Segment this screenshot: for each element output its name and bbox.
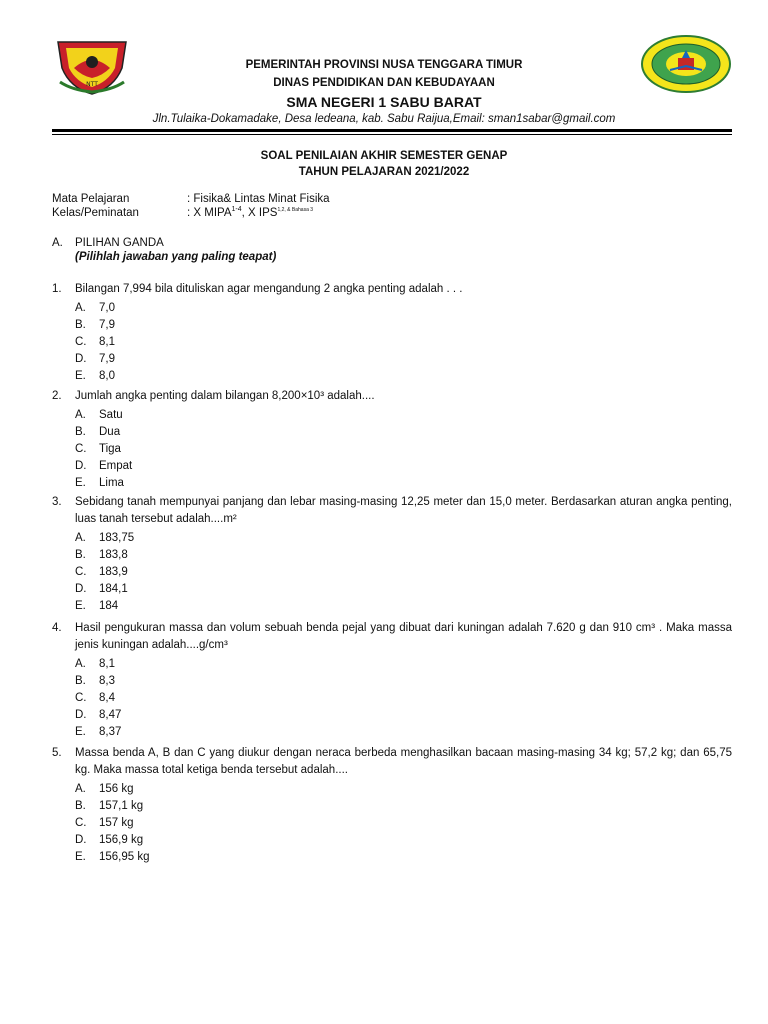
answer-option <box>75 724 732 741</box>
answer-option <box>75 300 732 317</box>
option-text: 7,9 <box>99 353 115 365</box>
option-list <box>75 656 732 741</box>
section-heading <box>52 237 164 249</box>
letterhead-province: PEMERINTAH PROVINSI NUSA TENGGARA TIMUR <box>245 59 523 71</box>
answer-option <box>75 581 732 598</box>
answer-option <box>75 832 732 849</box>
answer-option <box>75 424 732 441</box>
option-text: Lima <box>99 477 124 489</box>
option-letter: D. <box>75 583 87 595</box>
answer-option <box>75 334 732 351</box>
answer-option <box>75 656 732 673</box>
answer-option <box>75 351 732 368</box>
option-text: 7,0 <box>99 302 115 314</box>
option-letter: E. <box>75 600 86 612</box>
letterhead-school-name: SMA NEGERI 1 SABU BARAT <box>286 94 482 110</box>
option-letter: A. <box>75 783 86 795</box>
section-instruction: (Pilihlah jawaban yang paling teapat) <box>75 251 277 263</box>
option-text: Satu <box>99 409 123 421</box>
exam-title: SOAL PENILAIAN AKHIR SEMESTER GENAP <box>260 150 508 162</box>
option-text: 184 <box>99 600 119 612</box>
option-letter: D. <box>75 709 87 721</box>
answer-option <box>75 407 732 424</box>
option-letter: C. <box>75 443 87 455</box>
option-list <box>75 530 732 615</box>
answer-option <box>75 458 732 475</box>
option-text: 156,95 kg <box>99 851 150 863</box>
class-value-mid: , X IPS <box>241 207 278 219</box>
letterhead-rule-thick <box>52 129 732 132</box>
letterhead-department: DINAS PENDIDIKAN DAN KEBUDAYAAN <box>273 77 495 89</box>
option-text: 157 kg <box>99 817 134 829</box>
question-item <box>52 388 732 492</box>
answer-option <box>75 564 732 581</box>
option-letter: C. <box>75 817 87 829</box>
option-letter: B. <box>75 675 86 687</box>
answer-option <box>75 815 732 832</box>
option-letter: D. <box>75 353 87 365</box>
option-text: Empat <box>99 460 133 472</box>
letterhead-rule-thin <box>52 134 732 135</box>
option-letter: E. <box>75 851 86 863</box>
answer-option <box>75 673 732 690</box>
question-number: 3. <box>52 496 62 508</box>
answer-option <box>75 798 732 815</box>
question-item <box>52 620 732 741</box>
class-value-prefix: : X MIPA <box>187 207 232 219</box>
option-letter: A. <box>75 409 86 421</box>
option-letter: D. <box>75 834 87 846</box>
question-number: 1. <box>52 283 62 295</box>
question-number: 2. <box>52 390 62 402</box>
option-text: 156,9 kg <box>99 834 144 846</box>
option-letter: E. <box>75 477 86 489</box>
option-text: 157,1 kg <box>99 800 144 812</box>
question-text: Hasil pengukuran massa dan volum sebuah benda pejal yang dibuat dari kuningan adalah 7.620 g dan 910 cm³ . Maka massa jenis kuningan adalah....g/cm³ <box>75 622 732 651</box>
option-text: 183,9 <box>99 566 128 578</box>
answer-option <box>75 441 732 458</box>
option-letter: C. <box>75 336 87 348</box>
option-letter: B. <box>75 319 86 331</box>
option-letter: B. <box>75 426 86 438</box>
option-list <box>75 407 732 492</box>
option-text: 183,8 <box>99 549 128 561</box>
option-letter: E. <box>75 370 86 382</box>
crest-label: NTT <box>86 81 98 88</box>
answer-option <box>75 475 732 492</box>
question-text: Jumlah angka penting dalam bilangan 8,200×10³ adalah.... <box>75 390 375 402</box>
option-list <box>75 781 732 866</box>
option-letter: B. <box>75 800 86 812</box>
answer-option <box>75 781 732 798</box>
option-text: 8,4 <box>99 692 115 704</box>
class-sup-ips: 1,2, & Bahasa 3 <box>277 207 314 214</box>
option-text: 8,3 <box>99 675 115 687</box>
section-title: PILIHAN GANDA <box>75 237 164 249</box>
option-text: 8,1 <box>99 336 115 348</box>
option-list <box>75 300 732 385</box>
answer-option <box>75 368 732 385</box>
exam-year: TAHUN PELAJARAN 2021/2022 <box>298 166 470 178</box>
option-text: 8,47 <box>99 709 122 721</box>
question-text: Sebidang tanah mempunyai panjang dan lebar masing-masing 12,25 meter dan 15,0 meter. Berdasarkan aturan angka penting, luas tanah tersebut adalah....m² <box>75 496 732 525</box>
question-number: 4. <box>52 622 62 634</box>
answer-option <box>75 530 732 547</box>
option-text: 184,1 <box>99 583 128 595</box>
question-number: 5. <box>52 747 62 759</box>
option-letter: A. <box>75 658 86 670</box>
option-letter: C. <box>75 692 87 704</box>
option-text: 8,37 <box>99 726 122 738</box>
option-letter: E. <box>75 726 86 738</box>
class-row <box>52 207 313 219</box>
question-text: Bilangan 7,994 bila dituliskan agar mengandung 2 angka penting adalah . . . <box>75 283 463 295</box>
question-item <box>52 494 732 615</box>
option-text: 156 kg <box>99 783 134 795</box>
option-text: 183,75 <box>99 532 135 544</box>
option-letter: C. <box>75 566 87 578</box>
letterhead-address: Jln.Tulaika-Dokamadake, Desa ledeana, kab. Sabu Raijua,Email: sman1sabar@gmail.com <box>152 113 616 125</box>
answer-option <box>75 690 732 707</box>
option-letter: D. <box>75 460 87 472</box>
option-text: Dua <box>99 426 121 438</box>
option-text: 8,1 <box>99 658 115 670</box>
section-letter: A. <box>52 237 63 249</box>
answer-option <box>75 598 732 615</box>
option-letter: A. <box>75 302 86 314</box>
option-text: 8,0 <box>99 370 115 382</box>
option-text: 7,9 <box>99 319 115 331</box>
answer-option <box>75 547 732 564</box>
question-item <box>52 745 732 866</box>
subject-value: : Fisika& Lintas Minat Fisika <box>187 193 330 205</box>
class-label: Kelas/Peminatan <box>52 207 139 219</box>
subject-row <box>52 193 330 205</box>
subject-label: Mata Pelajaran <box>52 193 130 205</box>
answer-option <box>75 849 732 866</box>
option-text: Tiga <box>99 443 121 455</box>
class-sup-mipa: 1-4 <box>231 206 242 214</box>
option-letter: B. <box>75 549 86 561</box>
answer-option <box>75 707 732 724</box>
option-letter: A. <box>75 532 86 544</box>
question-text: Massa benda A, B dan C yang diukur dengan neraca berbeda menghasilkan bacaan masing-masing 34 kg; 57,2 kg; dan 65,75 kg. Maka massa total ketiga benda tersebut adalah.... <box>75 747 732 776</box>
question-item <box>52 281 732 385</box>
answer-option <box>75 317 732 334</box>
